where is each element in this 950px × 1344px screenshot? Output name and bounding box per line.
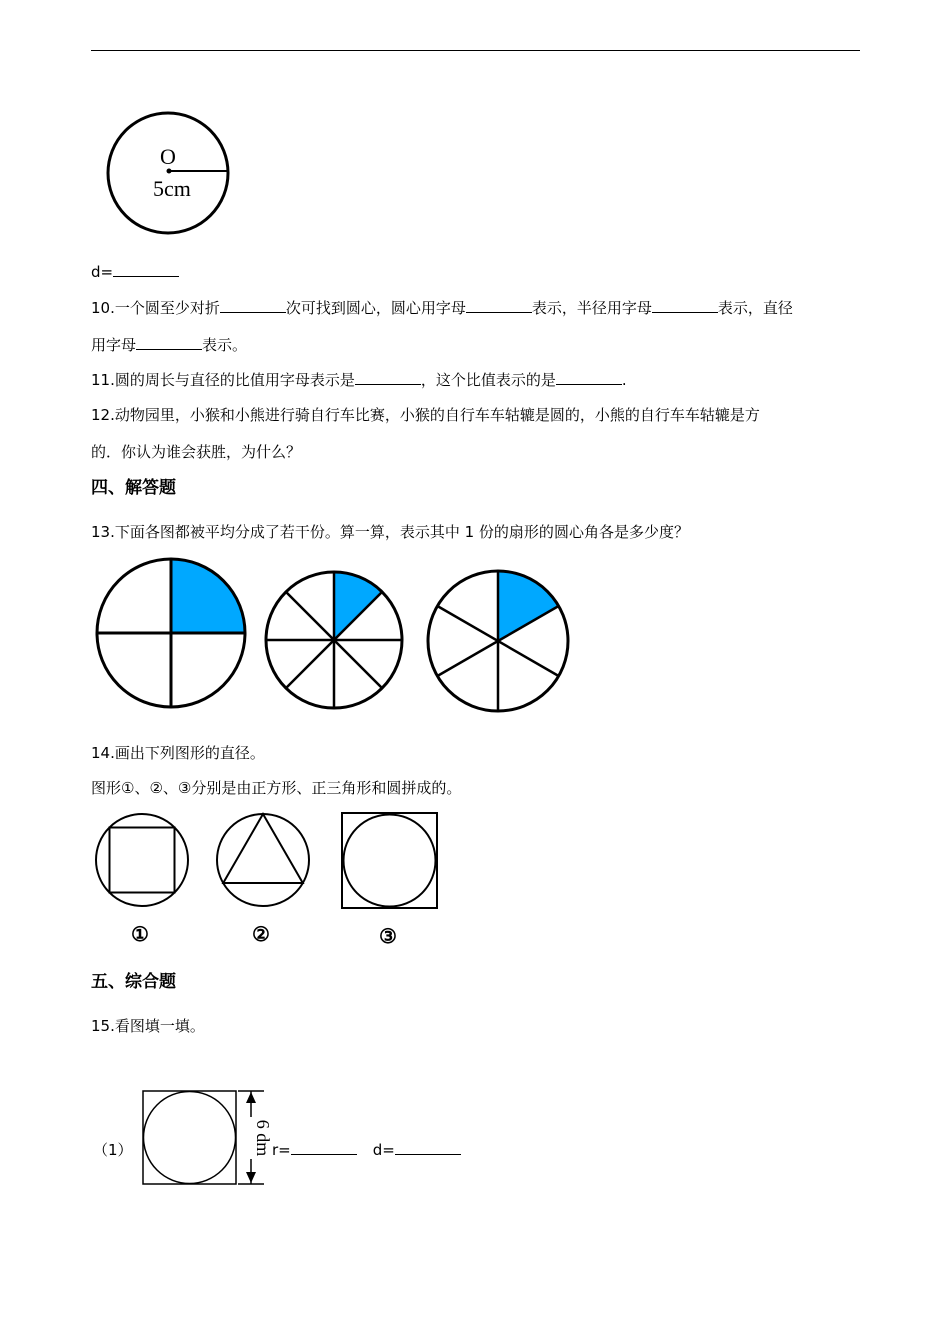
square-circle-dimension-figure [140, 1088, 273, 1192]
q10-blank-2[interactable] [466, 298, 532, 313]
circle-with-square-figure [94, 812, 194, 912]
q10-text-2: 次可找到圆心，圆心用字母 [285, 299, 466, 317]
q10-blank-3[interactable] [652, 298, 718, 313]
d-blank[interactable] [113, 262, 179, 277]
q10-text-3: 表示，半径用字母 [531, 299, 652, 317]
q12-line2: 的．你认为谁会获胜，为什么？ [91, 443, 302, 461]
q11-blank-1[interactable] [355, 370, 421, 385]
radius-label: 5cm [153, 176, 191, 201]
q10-text-6: 表示。 [202, 336, 248, 354]
section-5-title: 五、综合题 [91, 972, 176, 992]
q10-line1 [91, 298, 793, 318]
figure-label-2: ② [252, 924, 270, 946]
r-blank[interactable] [291, 1140, 357, 1155]
header-rule [91, 50, 860, 51]
q14-line2: 图形①、②、③分别是由正方形、正三角形和圆拼成的。 [91, 779, 462, 797]
q11-line [91, 370, 627, 390]
d-label: d= [91, 263, 114, 281]
q11-text-3: . [621, 371, 627, 389]
d-blank-2[interactable] [395, 1140, 461, 1155]
dimension-label: 6 dm [253, 1119, 273, 1157]
pie-quarters-figure [95, 557, 255, 712]
center-label: O [160, 144, 176, 169]
r-label: r= [272, 1141, 291, 1159]
section-4-title: 四、解答题 [91, 478, 176, 498]
q10-text-4: 表示，直径 [717, 299, 793, 317]
q15-sub-label: （1） [93, 1141, 133, 1159]
d-label-2: d= [372, 1141, 395, 1159]
q10-text-1: 10.一个圆至少对折 [91, 299, 220, 317]
q15-answers [272, 1140, 461, 1160]
q10-line2 [91, 335, 247, 355]
q10-text-5: 用字母 [91, 336, 137, 354]
q15-text: 15.看图填一填。 [91, 1017, 205, 1035]
q10-blank-1[interactable] [220, 298, 286, 313]
q11-text-2: ，这个比值表示的是 [420, 371, 556, 389]
figure-label-1: ① [131, 924, 149, 946]
q9-answer-line [91, 262, 179, 282]
q11-text-1: 11.圆的周长与直径的比值用字母表示是 [91, 371, 355, 389]
q12-line1: 12.动物园里，小猴和小熊进行骑自行车比赛，小猴的自行车车轱辘是圆的，小熊的自行车车轱辘是方 [91, 406, 760, 424]
circle-with-triangle-figure [215, 812, 315, 912]
q13-text: 13.下面各图都被平均分成了若干份。算一算，表示其中 1 份的扇形的圆心角各是多少度？ [91, 523, 689, 541]
square-with-circle-figure [341, 812, 441, 912]
figure-label-3: ③ [379, 926, 397, 948]
q14-line1: 14.画出下列图形的直径。 [91, 744, 265, 762]
q11-blank-2[interactable] [556, 370, 622, 385]
pie-sixths-figure [426, 569, 576, 719]
q10-blank-4[interactable] [136, 335, 202, 350]
circle-radius-figure [100, 105, 240, 265]
pie-eighths-figure [264, 570, 409, 715]
